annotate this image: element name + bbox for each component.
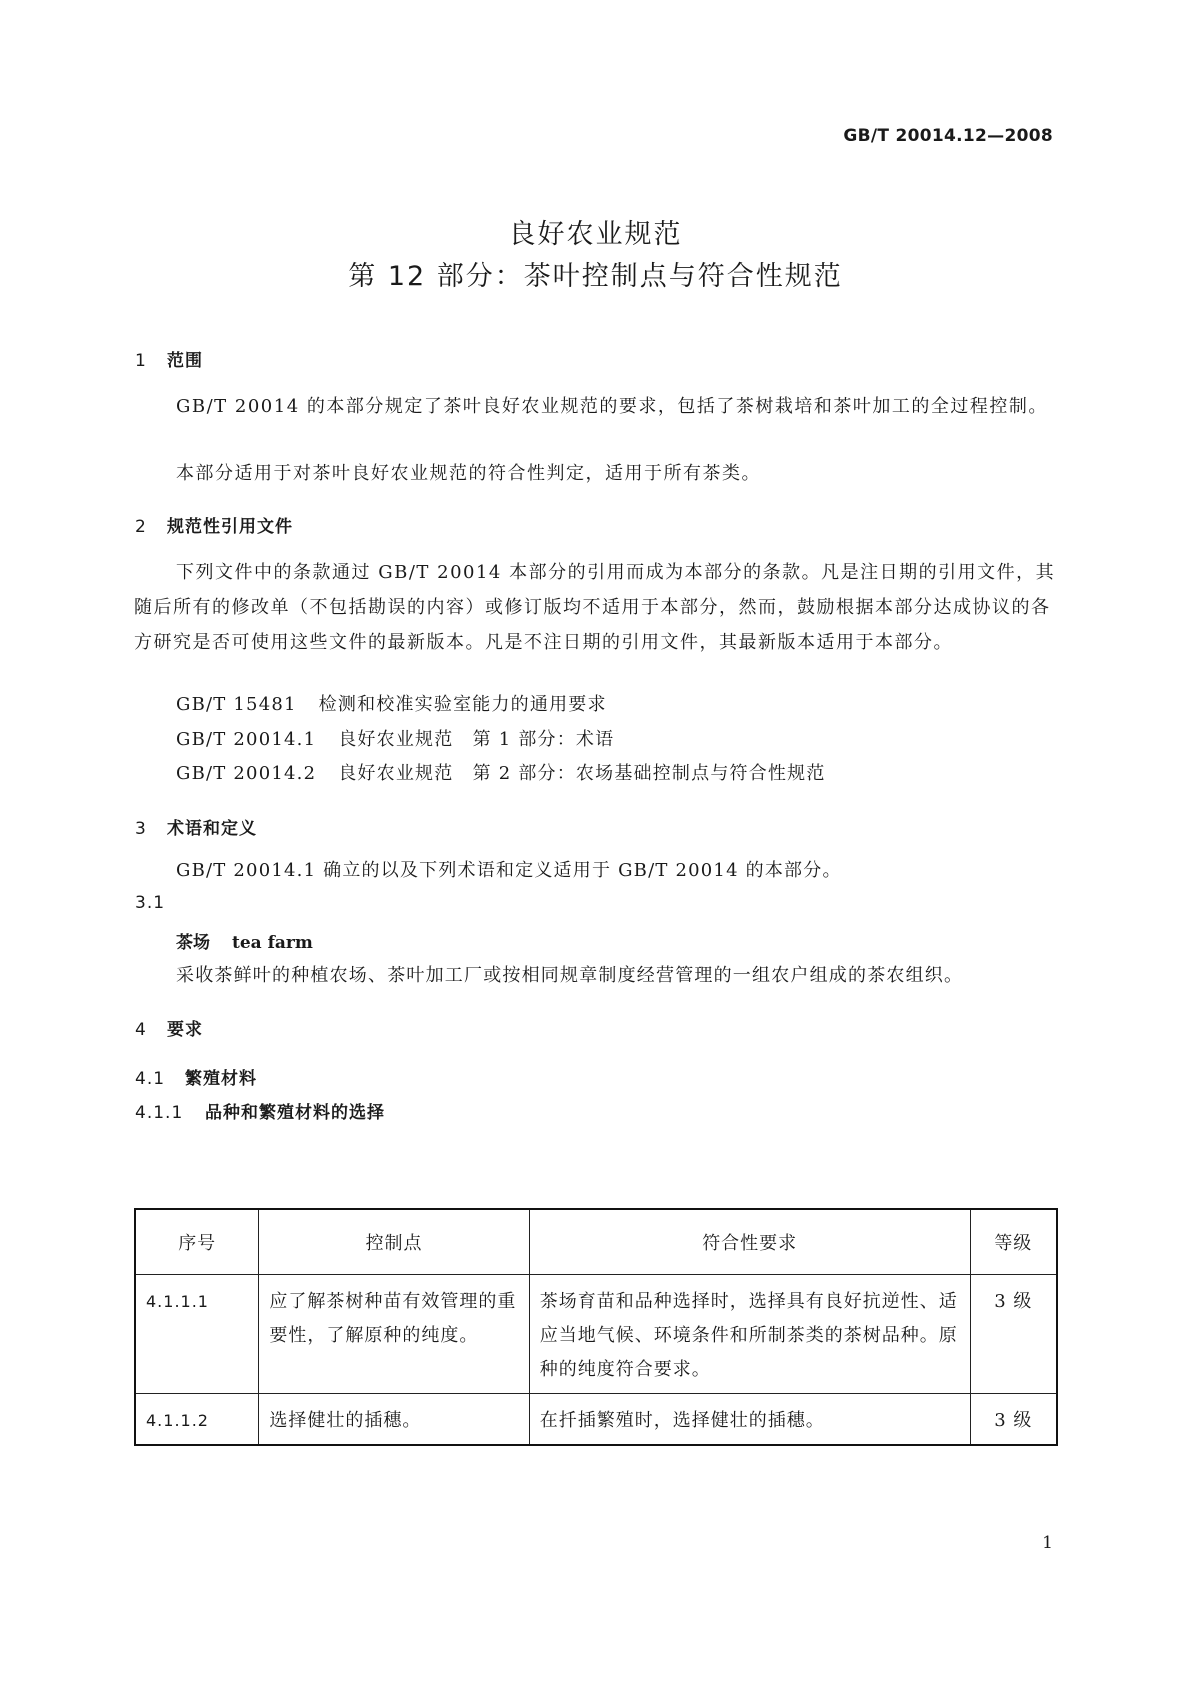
subsection-4-1-heading [135,1064,257,1089]
section-title: 规范性引用文件 [167,517,293,537]
header-control-point: 控制点 [259,1209,529,1275]
section-2-heading [135,512,293,537]
subsection-4-1-1-heading [135,1098,385,1123]
term-chinese: 茶场 [176,933,210,953]
table-row [135,1275,1057,1394]
reference-title: 良好农业规范 第 1 部分：术语 [338,729,615,750]
term-entry [176,928,313,953]
section-2-paragraph-1: 下列文件中的条款通过 GB/T 20014 本部分的引用而成为本部分的条款。凡是注日期的引用文件，其随后所有的修改单（不包括勘误的内容）或修订版均不适用于本部分，然而，鼓励根据本部分达成协议的各方研究是否可使用这些文件的最新版本。凡是不注日期的引用文件，其最新版本适用于本部分。 [134,562,1056,653]
reference-title: 良好农业规范 第 2 部分：农场基础控制点与符合性规范 [338,763,826,784]
row-compliance: 茶场育苗和品种选择时，选择具有良好抗逆性、适应当地气候、环境条件和所制茶类的茶树品种。原种的纯度符合要求。 [529,1275,970,1394]
section-title: 范围 [167,351,203,371]
document-subtitle: 第 12 部分：茶叶控制点与符合性规范 [348,261,843,292]
section-title: 品种和繁殖材料的选择 [205,1103,385,1123]
section-3-heading [135,814,257,839]
section-4-heading [135,1015,203,1040]
section-number: 4 [135,1020,147,1040]
reference-item [176,690,607,716]
term-definition: 采收茶鲜叶的种植农场、茶叶加工厂或按相同规章制度经营管理的一组农户组成的茶农组织。 [176,965,964,986]
requirements-table [134,1208,1058,1446]
table-header-row [135,1209,1057,1275]
header-no: 序号 [135,1209,259,1275]
section-number: 3 [135,819,147,839]
term-english: tea farm [232,933,313,953]
row-compliance: 在扦插繁殖时，选择健壮的插穗。 [529,1394,970,1446]
header-grade: 等级 [970,1209,1057,1275]
row-grade: 3 级 [970,1275,1057,1394]
header-compliance: 符合性要求 [529,1209,970,1275]
section-1-heading [135,346,203,371]
reference-code: GB/T 15481 [176,694,297,715]
page-number: 1 [1042,1533,1053,1553]
row-control-point: 选择健壮的插穗。 [259,1394,529,1446]
reference-item [176,759,826,785]
row-number: 4.1.1.2 [135,1394,259,1446]
section-number: 4.1 [135,1069,166,1089]
section-title: 要求 [167,1020,203,1040]
section-1-paragraph-2: 本部分适用于对茶叶良好农业规范的符合性判定，适用于所有茶类。 [176,463,761,484]
reference-code: GB/T 20014.1 [176,729,317,750]
section-number: 1 [135,351,147,371]
section-number: 4.1.1 [135,1103,184,1123]
reference-item [176,725,614,751]
section-number: 2 [135,517,147,537]
row-control-point: 应了解茶树种苗有效管理的重要性，了解原种的纯度。 [259,1275,529,1394]
row-grade: 3 级 [970,1394,1057,1446]
section-3-paragraph-1: GB/T 20014.1 确立的以及下列术语和定义适用于 GB/T 20014 的本部分。 [176,860,842,881]
reference-title: 检测和校准实验室能力的通用要求 [318,694,607,715]
section-1-paragraph-1: GB/T 20014 的本部分规定了茶叶良好农业规范的要求，包括了茶树栽培和茶叶加工的全过程控制。 [176,396,1048,417]
section-title: 繁殖材料 [185,1069,257,1089]
reference-code: GB/T 20014.2 [176,763,317,784]
table-row [135,1394,1057,1446]
section-title: 术语和定义 [167,819,257,839]
document-title: 良好农业规范 [508,219,683,250]
standard-code: GB/T 20014.12—2008 [843,126,1053,146]
row-number: 4.1.1.1 [135,1275,259,1394]
term-number: 3.1 [135,893,166,913]
